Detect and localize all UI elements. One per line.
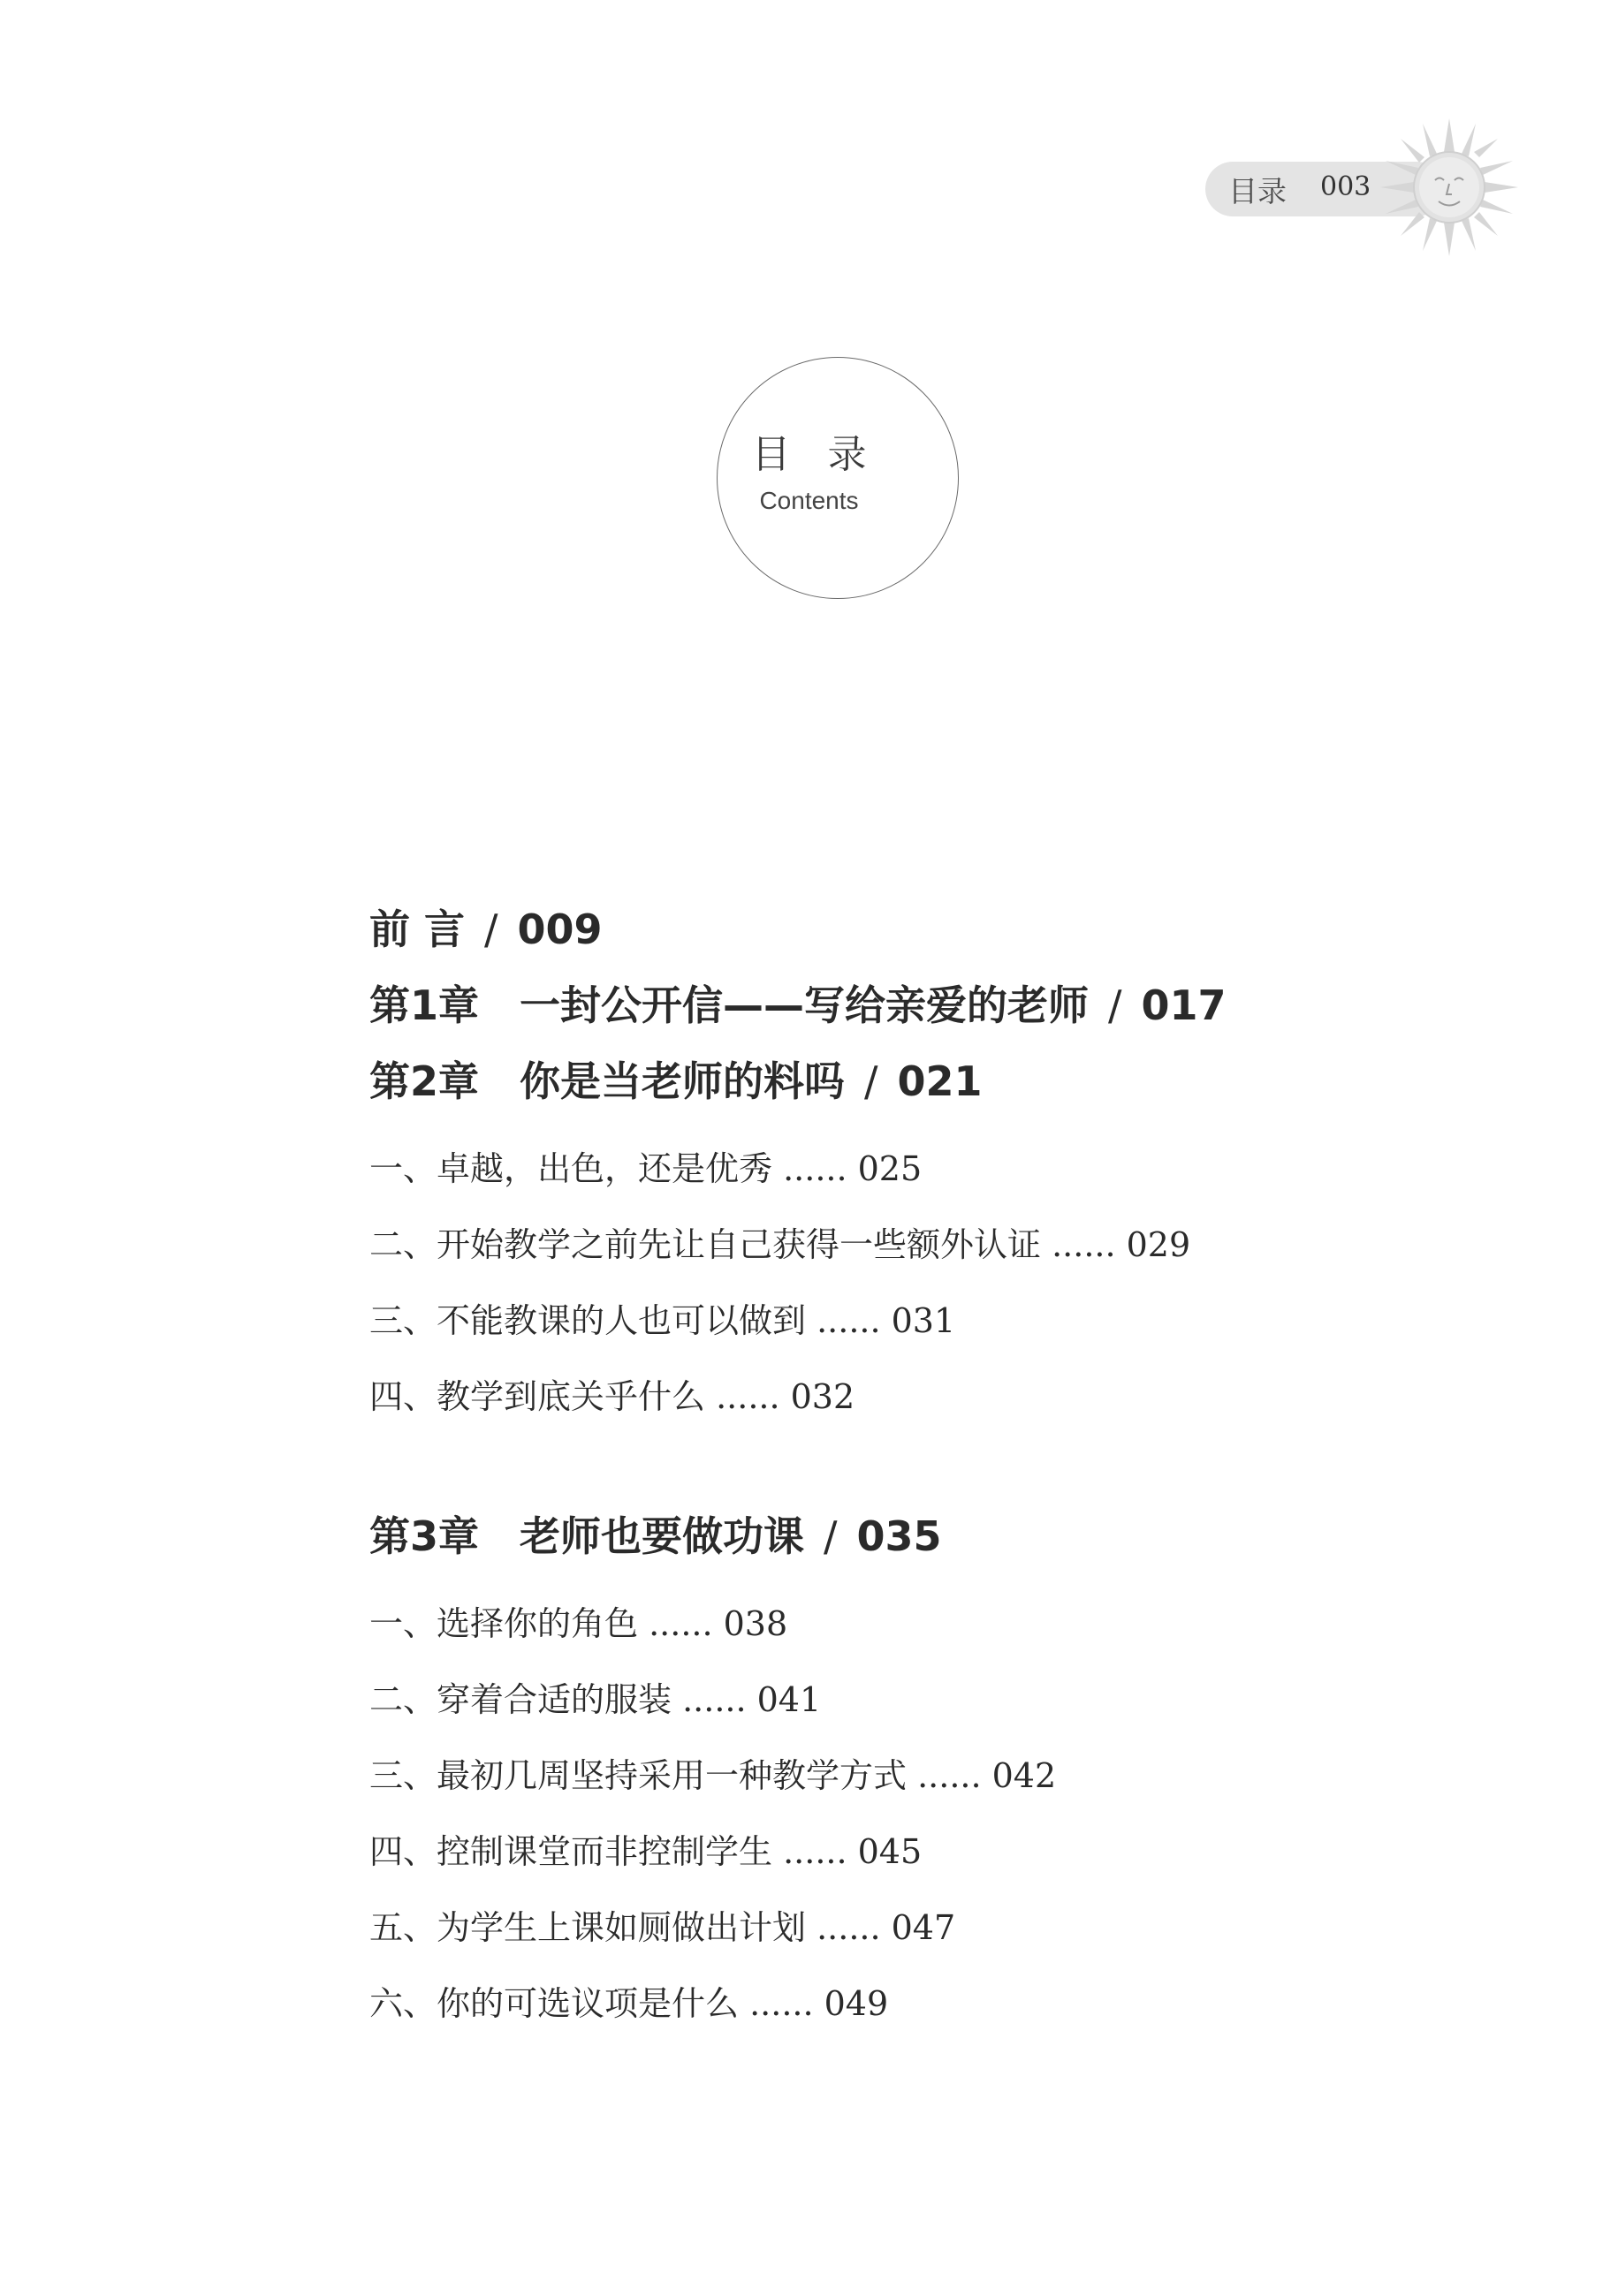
toc-chapter-1[interactable]	[369, 974, 1227, 1032]
chapter-title: 一封公开信——写给亲爱的老师	[520, 981, 1090, 1029]
toc-section[interactable]: 四、教学到底关乎什么 ...... 032	[369, 1377, 855, 1416]
toc-section[interactable]: 四、控制课堂而非控制学生 ...... 045	[369, 1832, 923, 1871]
chapter-number: 第1章	[369, 981, 480, 1029]
chapter-title: 老师也要做功课	[520, 1512, 805, 1560]
chapter-title: 你是当老师的料吗	[520, 1057, 846, 1105]
toc-section[interactable]: 二、穿着合适的服装 ...... 041	[369, 1680, 822, 1719]
separator: /	[484, 906, 498, 953]
header-page-number: 003	[1320, 171, 1371, 202]
separator: /	[824, 1512, 838, 1560]
separator: /	[864, 1057, 878, 1105]
chapter-page: 017	[1141, 981, 1227, 1029]
toc-section[interactable]: 三、最初几周坚持采用一种教学方式 ...... 042	[369, 1756, 1057, 1795]
preface-page: 009	[517, 906, 603, 953]
preface-label: 前 言	[369, 906, 466, 953]
chapter-number: 第3章	[369, 1512, 480, 1560]
contents-title: 目 录	[751, 432, 879, 477]
toc-section[interactable]: 一、选择你的角色 ...... 038	[369, 1604, 788, 1643]
toc-section[interactable]: 六、你的可选议项是什么 ...... 049	[369, 1984, 889, 2023]
header-title: 目录	[1228, 174, 1287, 208]
toc-section[interactable]: 三、不能教课的人也可以做到 ...... 031	[369, 1301, 956, 1340]
toc-section[interactable]: 五、为学生上课如厕做出计划 ...... 047	[369, 1908, 956, 1947]
toc-chapter-2[interactable]	[369, 1049, 983, 1108]
chapter-number: 第2章	[369, 1057, 480, 1105]
toc-section[interactable]: 二、开始教学之前先让自己获得一些额外认证 ...... 029	[369, 1225, 1191, 1264]
toc-preface[interactable]	[369, 898, 603, 956]
toc-chapter-3[interactable]	[369, 1504, 942, 1563]
toc-section[interactable]: 一、卓越，出色，还是优秀 ...... 025	[369, 1149, 923, 1188]
chapter-page: 021	[897, 1057, 983, 1105]
contents-subtitle: Contents	[759, 487, 859, 514]
separator: /	[1108, 981, 1122, 1029]
chapter-page: 035	[856, 1512, 942, 1560]
sun-face-icon	[1379, 117, 1520, 258]
